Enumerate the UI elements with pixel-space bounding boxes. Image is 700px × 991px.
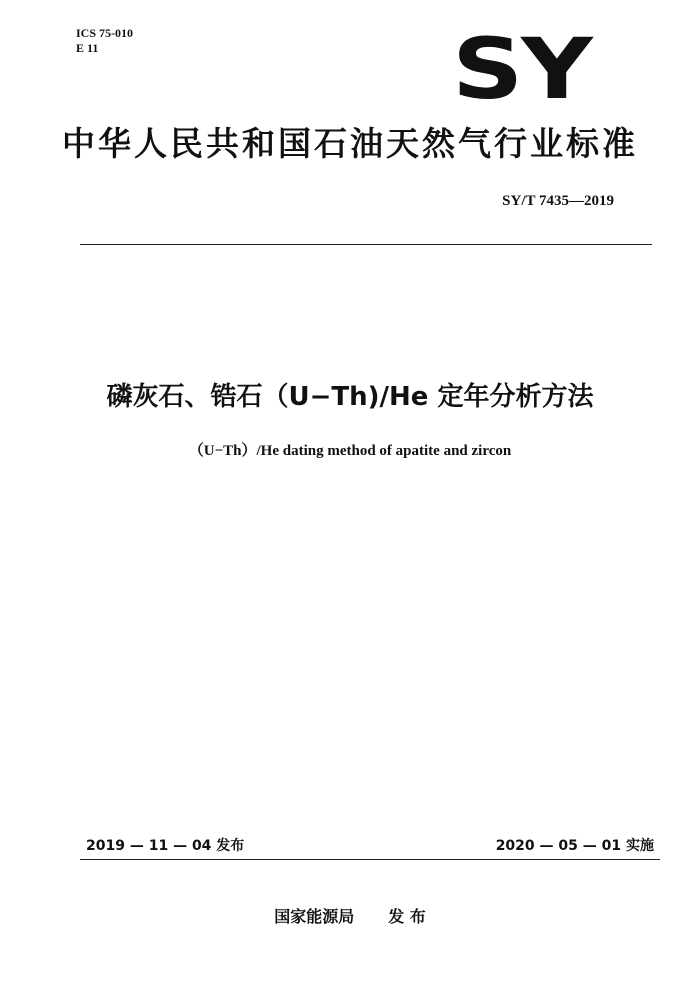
publisher-action: 发 布 — [388, 907, 426, 926]
industry-standard-heading: 中华人民共和国石油天然气行业标准 — [62, 124, 638, 163]
publisher-line — [0, 904, 700, 927]
ccs-code: E 11 — [76, 41, 99, 55]
document-title-zh: 磷灰石、锆石（U−Th)/He 定年分析方法 — [106, 382, 594, 412]
publisher-name: 国家能源局 — [274, 907, 355, 926]
sy-logo: SY — [452, 20, 591, 118]
document-title-en: （U−Th）/He dating method of apatite and zircon — [188, 443, 512, 459]
standard-number: SY/T 7435—2019 — [502, 193, 614, 209]
implementation-date: 2020 — 05 — 01 实施 — [495, 838, 654, 854]
issue-date: 2019 — 11 — 04 发布 — [86, 838, 245, 854]
ics-code: ICS 75-010 — [76, 26, 134, 40]
ics-classification — [76, 26, 133, 56]
bottom-divider — [80, 859, 660, 860]
top-divider — [80, 244, 652, 245]
